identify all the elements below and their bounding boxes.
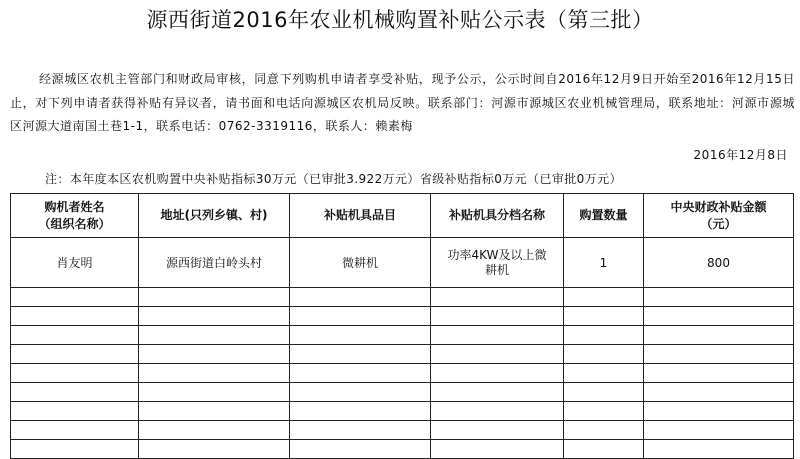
subsidy-table xyxy=(10,193,794,459)
table-header-row xyxy=(11,194,794,238)
empty-row xyxy=(11,383,794,402)
empty-row xyxy=(11,326,794,345)
empty-row xyxy=(11,402,794,421)
quota-note: 注：本年度本区农机购置中央补贴指标30万元（已审批3.922万元）省级补贴指标0万元（已审批0万元） xyxy=(45,172,622,186)
header-amount: 中央财政补贴金额（元） xyxy=(644,194,794,238)
header-buyer-name: 购机者姓名（组织名称） xyxy=(11,194,139,238)
empty-row xyxy=(11,307,794,326)
page-title: 源西街道2016年农业机械购置补贴公示表（第三批） xyxy=(146,8,654,32)
table-row xyxy=(11,238,794,288)
cell-item: 微耕机 xyxy=(290,238,431,288)
header-quantity: 购置数量 xyxy=(564,194,644,238)
cell-amount: 800 xyxy=(644,238,794,288)
empty-row xyxy=(11,345,794,364)
cell-quantity: 1 xyxy=(564,238,644,288)
header-model: 补贴机具分档名称 xyxy=(431,194,564,238)
header-address: 地址(只列乡镇、村) xyxy=(139,194,290,238)
empty-row xyxy=(11,288,794,307)
cell-model: 功率4KW及以上微耕机 xyxy=(431,238,564,288)
announcement-paragraph: 经源城区农机主管部门和财政局审核，同意下列购机申请者享受补贴，现予公示，公示时间自2016年12月9日开始至2016年12月15日止，对下列申请者获得补贴有异议者，请书面和电话向源城区农机局反映。联系部门：河源市源城区农业机械管理局，联系地址：河源市源城区河源大道南国土巷1-1，联系电话：0762-3319116，联系人：赖素梅 xyxy=(10,72,795,133)
cell-buyer: 肖友明 xyxy=(11,238,139,288)
publish-date: 2016年12月8日 xyxy=(693,148,788,162)
empty-row xyxy=(11,440,794,459)
empty-row xyxy=(11,364,794,383)
cell-address: 源西街道白岭头村 xyxy=(139,238,290,288)
header-item: 补贴机具品目 xyxy=(290,194,431,238)
